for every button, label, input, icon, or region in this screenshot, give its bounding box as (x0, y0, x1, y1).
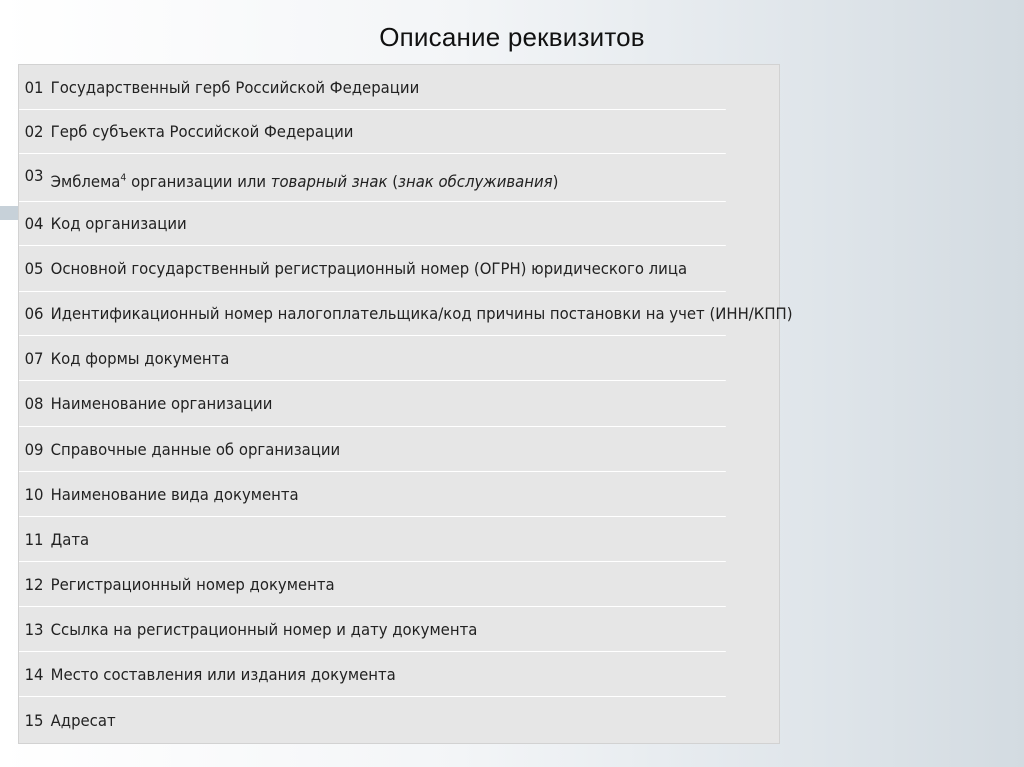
row-text: Дата (50, 529, 90, 549)
requisites-table (18, 64, 793, 744)
row-text: Код организации (50, 214, 187, 233)
table-row (19, 427, 726, 472)
decorative-stripe (0, 206, 18, 220)
table-row (19, 517, 726, 562)
table-row (19, 607, 726, 652)
table-row (19, 697, 726, 743)
row-number: 04 (24, 214, 44, 233)
table-row (19, 154, 726, 202)
row-number: 05 (24, 259, 44, 278)
row-number: 11 (24, 529, 44, 549)
table-row (19, 336, 726, 381)
row-text: Герб субъекта Российской Федерации (50, 122, 354, 141)
table-row (19, 381, 726, 427)
table-row (19, 562, 726, 607)
table-row (19, 246, 726, 292)
row-number: 01 (24, 77, 44, 97)
row-text: Идентификационный номер налогоплательщика/код причины постановки на учет (ИНН/КПП) (50, 304, 793, 323)
row-number: 07 (24, 348, 44, 368)
row-text: Наименование организации (50, 394, 273, 413)
row-number: 12 (24, 574, 44, 594)
row-number: 08 (24, 394, 44, 413)
table-row (19, 110, 726, 154)
slide-title: Описание реквизитов (379, 22, 645, 52)
row-number: 15 (24, 710, 44, 730)
row-text: Место составления или издания документа (50, 664, 396, 684)
row-text: Государственный герб Российской Федерации (50, 77, 420, 97)
row-text: Ссылка на регистрационный номер и дату документа (50, 619, 478, 639)
row-number: 09 (24, 439, 44, 459)
table-row (19, 202, 726, 246)
row-text: Справочные данные об организации (50, 439, 341, 459)
table-row (19, 652, 726, 697)
row-text: Регистрационный номер документа (50, 574, 335, 594)
table-row (19, 472, 726, 517)
row-number: 10 (24, 484, 44, 504)
row-text: Код формы документа (50, 348, 230, 368)
row-text: Наименование вида документа (50, 484, 299, 504)
row-text: Эмблема$^4$ организации или товарный знак (знак обслуживания) (50, 172, 559, 191)
row-number: 03 (24, 166, 44, 185)
row-text: Основной государственный регистрационный номер (ОГРН) юридического лица (50, 259, 688, 278)
footnote-mark: 4 (120, 172, 127, 184)
row-number: 13 (24, 619, 44, 639)
row-number: 06 (24, 304, 44, 323)
row-number: 02 (24, 122, 44, 141)
row-text: Адресат (50, 710, 116, 730)
row-number: 14 (24, 664, 44, 684)
table-row (19, 65, 726, 110)
table-row (19, 292, 793, 336)
